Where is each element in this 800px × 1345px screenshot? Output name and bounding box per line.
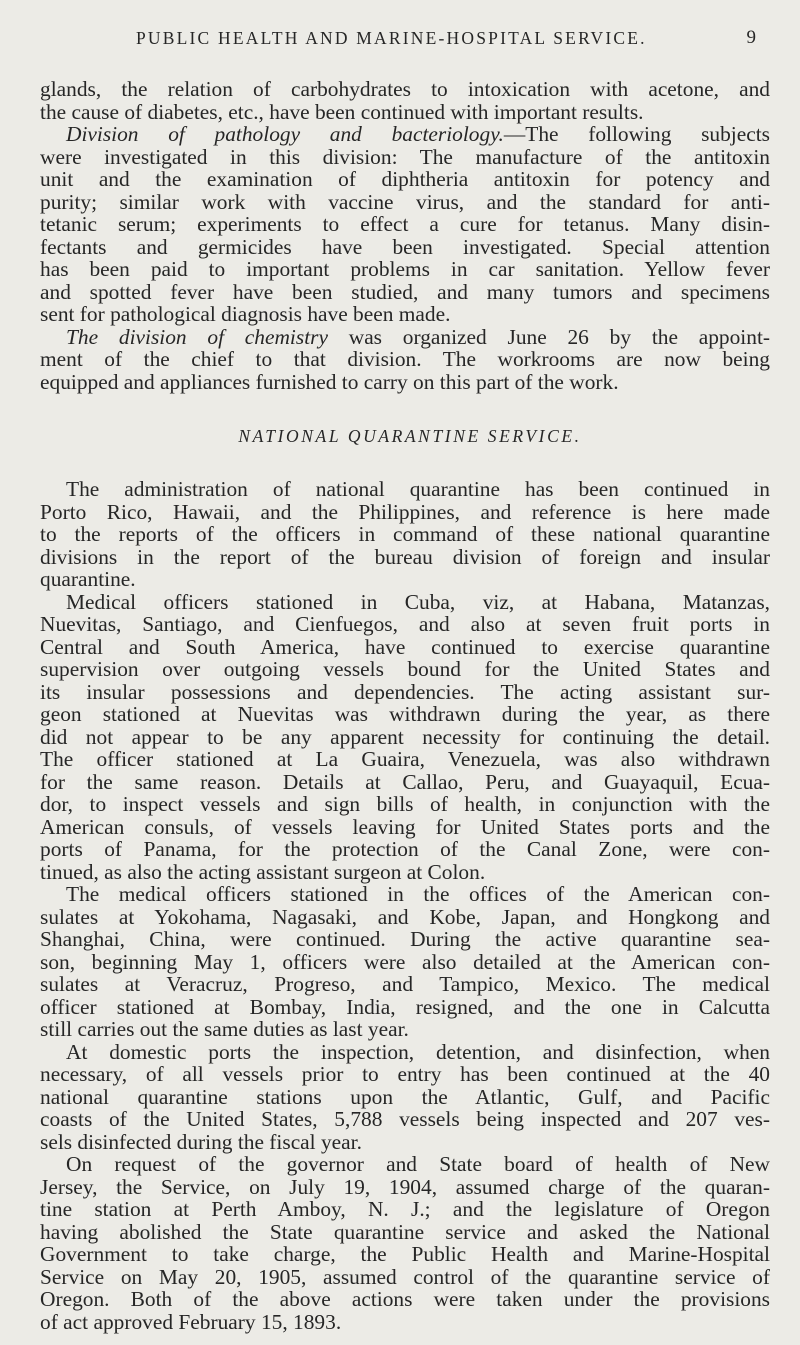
text-line: ment of the chief to that division. The workrooms are now being [40,347,770,371]
text-line: national quarantine stations upon the Atlantic, Gulf, and Pacific [40,1084,770,1109]
text-line: and spotted fever have been studied, and many tumors and specimens [40,279,770,304]
text-line: did not appear to be any apparent necessity for continuing the detail. [40,724,770,749]
text-line: Central and South America, have continued to exercise quarantine [40,634,770,659]
body-text [40,78,770,393]
text-line: glands, the relation of carbohydrates to intoxication with acetone, and [40,77,770,101]
text-line: sent for pathological diagnosis have been made. [40,302,451,326]
text-line: The officer stationed at La Guaira, Venezuela, was also withdrawn [40,747,770,771]
text-line: ports of Panama, for the protection of the Canal Zone, were con- [40,837,770,861]
text-line: for the same reason. Details at Callao, Peru, and Guayaquil, Ecua- [40,769,770,794]
section-heading: NATIONAL QUARANTINE SERVICE. [238,426,582,446]
text-line: Porto Rico, Hawaii, and the Philippines, and reference is here made [40,499,770,524]
text-line: dor, to inspect vessels and sign bills of health, in conjunction with the [40,792,770,816]
running-head [40,28,770,52]
text-line: The administration of national quarantine has been continued in [66,477,770,501]
text-line [40,326,770,349]
text-line: Government to take charge, the Public Health and Marine-Hospital [40,1242,770,1266]
text-line: necessary, of all vessels prior to entry has been continued at the 40 [40,1062,770,1086]
text-line: Jersey, the Service, on July 19, 1904, assumed charge of the quaran- [40,1174,770,1199]
text-run: —The following subjects [503,122,771,146]
text-run: was organized June 26 by the appoint- [327,324,771,349]
running-title: PUBLIC HEALTH AND MARINE-HOSPITAL SERVICE. [136,28,647,48]
text-line: son, beginning May 1, officers were also detailed at the American con- [40,949,770,974]
text-line: Oregon. Both of the above actions were taken under the provisions [40,1287,770,1311]
text-line: sulates at Yokohama, Nagasaki, and Kobe, Japan, and Hongkong and [40,904,770,929]
text-line: geon stationed at Nuevitas was withdrawn during the year, as there [40,702,770,726]
text-line: sulates at Veracruz, Progreso, and Tampico, Mexico. The medical [40,972,770,996]
text-line: Medical officers stationed in Cuba, viz, at Habana, Matanzas, [66,589,770,614]
text-line: were investigated in this division: The manufacture of the antitoxin [40,144,770,169]
text-line: On request of the governor and State board of health of New [66,1152,770,1176]
text-line: sels disinfected during the fiscal year. [40,1129,362,1154]
text-line: supervision over outgoing vessels bound for the United States and [40,657,770,681]
text-line: American consuls, of vessels leaving for United States ports and the [40,814,770,839]
text-line: unit and the examination of diphtheria antitoxin for potency and [40,167,770,191]
division-heading-pathology: Division of pathology and bacteriology. [66,122,504,146]
division-heading-chemistry: division of chemistry [118,324,328,349]
text-line: to the reports of the officers in command of these national quarantine [40,522,770,546]
text-line: Nuevitas, Santiago, and Cienfuegos, and also at seven fruit ports in [40,612,770,636]
text-run: The [66,324,119,349]
text-line: quarantine. [40,567,136,591]
text-line: tinued, as also the acting assistant surgeon at Colon. [40,859,486,884]
text-line: tetanic serum; experiments to effect a cure for tetanus. Many disin- [40,212,770,236]
text-line: purity; similar work with vaccine virus, and the standard for anti- [40,189,770,214]
text-line: fectants and germicides have been investigated. Special attention [40,234,770,259]
text-line: tine station at Perth Amboy, N. J.; and the legislature of Oregon [40,1197,770,1221]
text-line: The medical officers stationed in the offices of the American con- [66,882,770,906]
text-line: divisions in the report of the bureau division of foreign and insular [40,544,770,569]
text-line: having abolished the State quarantine service and asked the National [40,1219,770,1244]
text-line: of act approved February 15, 1893. [40,1309,342,1334]
text-line: officer stationed at Bombay, India, resigned, and the one in Calcutta [40,994,770,1019]
text-line: Service on May 20, 1905, assumed control of the quarantine service of [40,1264,770,1289]
text-line [40,123,770,146]
text-line: the cause of diabetes, etc., have been continued with important results. [40,99,644,124]
text-line: equipped and appliances furnished to carry on this part of the work. [40,369,619,394]
text-line: coasts of the United States, 5,788 vessels being inspected and 207 ves- [40,1107,770,1131]
page-number: 9 [746,27,756,48]
body-text-quarantine [40,478,770,1333]
text-line: still carries out the same duties as last year. [40,1017,409,1041]
text-line: Shanghai, China, were continued. During the active quarantine sea- [40,927,770,951]
text-line: its insular possessions and dependencies. The acting assistant sur- [40,679,770,704]
text-line: At domestic ports the inspection, detention, and disinfection, when [66,1039,770,1064]
text-line: has been paid to important problems in car sanitation. Yellow fever [40,257,770,281]
